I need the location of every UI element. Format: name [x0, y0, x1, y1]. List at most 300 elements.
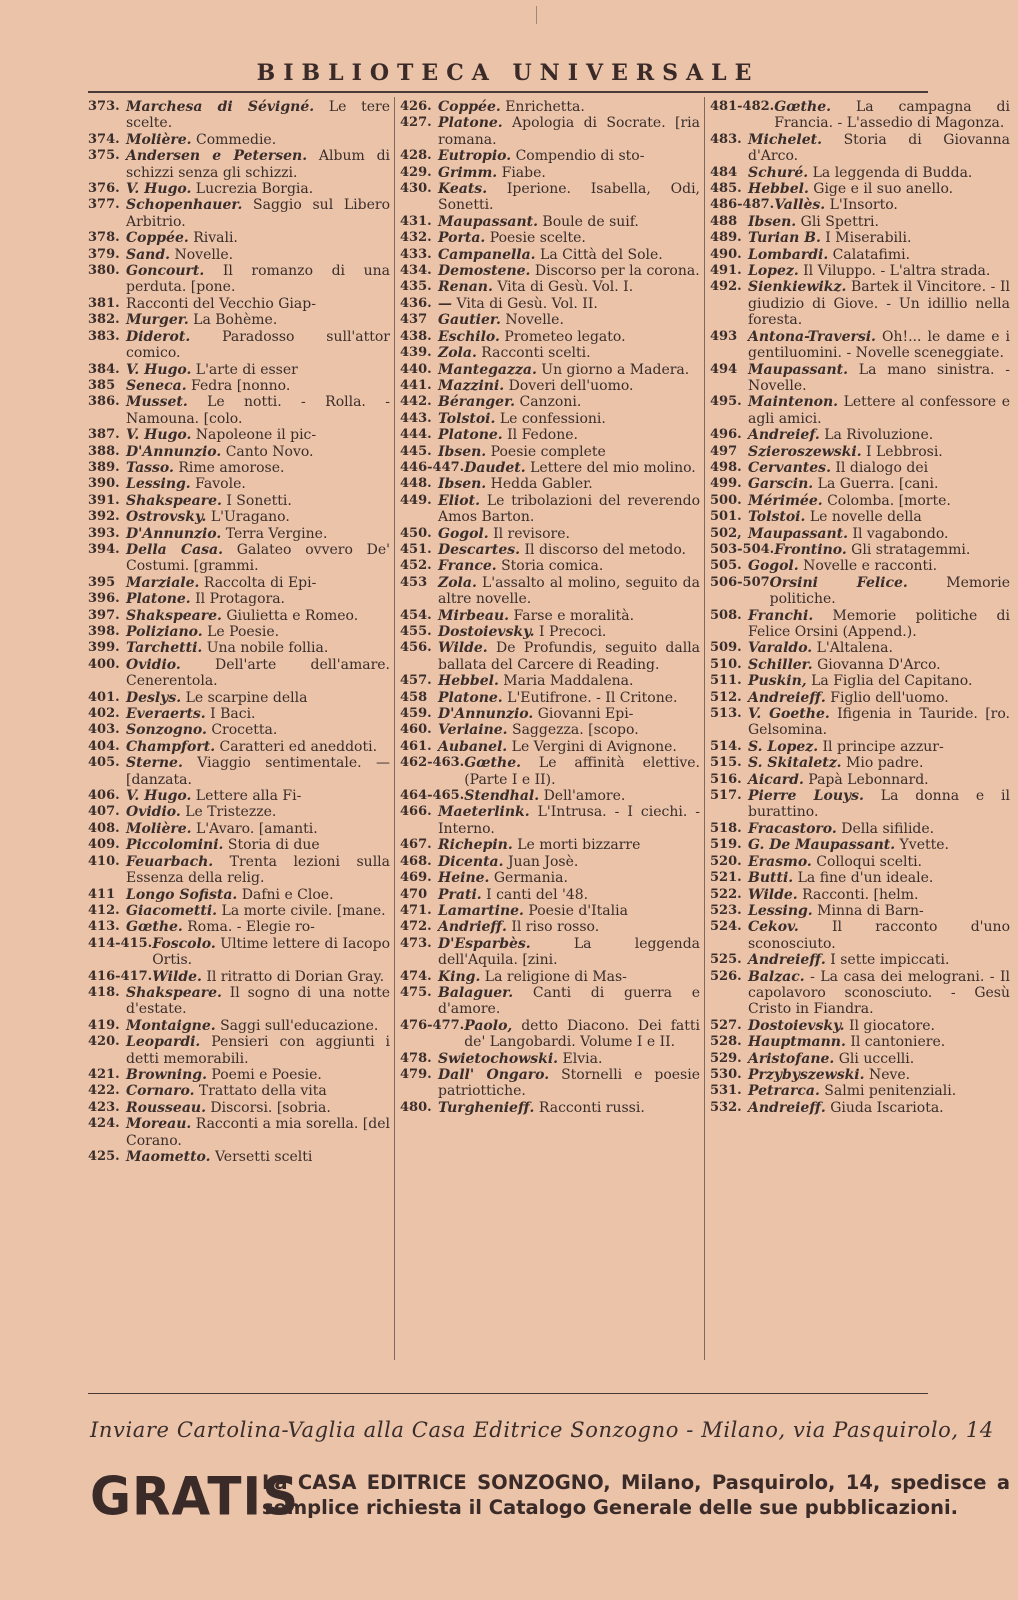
- entry-number: 389.: [88, 459, 120, 475]
- catalog-entry: [710, 197, 1010, 213]
- entry-text: [748, 903, 1010, 919]
- entry-author: Grimm.: [438, 164, 498, 181]
- entry-text: [126, 919, 390, 935]
- entry-author: Coppée.: [438, 99, 501, 115]
- catalog-entry: [710, 952, 1010, 968]
- catalog-entry: [400, 345, 700, 361]
- entry-number: 378.: [88, 230, 120, 246]
- entry-author: Platone.: [438, 115, 503, 132]
- entry-number: 455.: [400, 624, 432, 639]
- entry-author: Andrieff.: [438, 919, 507, 936]
- catalog-entry: [400, 263, 700, 279]
- entry-title: Racconti del Vecchio Giap-: [126, 295, 316, 312]
- entry-author: Lessing.: [748, 902, 813, 919]
- entry-author: Butti.: [748, 870, 794, 887]
- entry-title: L'Intrusa. - I ciechi. - Interno.: [438, 804, 700, 837]
- entry-number: 411: [88, 886, 116, 902]
- catalog-entry: [88, 837, 390, 853]
- catalog-entry: [88, 476, 390, 492]
- catalog-entry: [88, 1116, 390, 1149]
- entry-number: 373.: [88, 99, 120, 114]
- entry-text: [438, 247, 700, 263]
- catalog-entry: [88, 969, 390, 985]
- entry-text: [748, 1083, 1010, 1099]
- entry-author: Maupassant.: [748, 525, 848, 542]
- catalog-entry: [88, 362, 390, 378]
- entry-author: Maintenon.: [748, 394, 839, 411]
- entry-title: Gli stratagemmi.: [851, 541, 971, 558]
- catalog-entry: [88, 640, 390, 656]
- entry-author: Stendhal.: [464, 788, 540, 805]
- catalog-entry: [710, 329, 1010, 362]
- entry-text: [126, 591, 390, 607]
- entry-title: I sette impiccati.: [830, 952, 950, 969]
- catalog-entry: [710, 1034, 1010, 1050]
- catalog-entry: [710, 854, 1010, 870]
- catalog-entry: [710, 1067, 1010, 1083]
- entry-number: 517.: [710, 788, 742, 804]
- entry-text: [438, 230, 700, 246]
- entry-number: 430.: [400, 181, 432, 197]
- catalog-entry: [710, 837, 1010, 853]
- catalog-entry: [400, 165, 700, 181]
- entry-title: L'arte di esser: [195, 361, 298, 378]
- entry-number: 426.: [400, 99, 432, 114]
- entry-text: [774, 99, 1010, 132]
- entry-text: [126, 1100, 390, 1116]
- entry-number: 469.: [400, 870, 432, 886]
- entry-author: Foscolo.: [152, 935, 216, 952]
- entry-number: 386.: [88, 394, 120, 410]
- entry-text: [438, 969, 700, 985]
- entry-title: Le novelle della: [809, 509, 922, 526]
- catalog-entry: [400, 279, 700, 295]
- entry-author: D'Esparbès.: [438, 935, 531, 952]
- entry-number: 458: [400, 689, 428, 705]
- entry-text: [438, 722, 700, 738]
- entry-title: Lettere del mio molino.: [530, 459, 696, 476]
- entry-text: [438, 1100, 700, 1116]
- entry-text: [748, 788, 1010, 821]
- entry-title: La Bohème.: [193, 312, 278, 329]
- entry-title: Il ritratto di Dorian Gray.: [206, 968, 385, 985]
- entry-author: Dostoievsky.: [438, 624, 535, 640]
- entry-author: Ibsen.: [438, 443, 487, 460]
- entry-author: Béranger.: [438, 394, 516, 411]
- entry-text: [748, 690, 1010, 706]
- entry-number: 494: [710, 361, 738, 377]
- entry-text: [126, 378, 390, 394]
- entry-author: Ostrovsky.: [126, 509, 207, 526]
- entry-number: 470: [400, 886, 428, 902]
- entry-author: —: [438, 295, 452, 312]
- entry-number: 523.: [710, 902, 742, 918]
- entry-number: 514.: [710, 738, 742, 754]
- entry-text: [748, 444, 1010, 460]
- entry-author: Sterne.: [126, 755, 183, 772]
- entry-title: Lettere al confessore e agli amici.: [748, 394, 1010, 427]
- entry-title: Minna di Barn-: [817, 902, 924, 919]
- entry-author: Orsini Felice.: [769, 574, 908, 591]
- entry-text: [126, 854, 390, 887]
- entry-text: [152, 969, 390, 985]
- catalog-entry: [400, 640, 700, 673]
- entry-number: 516.: [710, 771, 742, 787]
- entry-number: 446-447.: [400, 459, 465, 475]
- catalog-entry: [400, 575, 700, 608]
- entry-text: [748, 640, 1010, 656]
- entry-number: 499.: [710, 476, 742, 492]
- catalog-entry: [710, 542, 1010, 558]
- entry-number: 457.: [400, 673, 432, 689]
- entry-text: [438, 362, 700, 378]
- entry-number: 466.: [400, 804, 432, 820]
- entry-number: 391.: [88, 492, 120, 508]
- entry-title: Raccolta di Epi-: [203, 574, 317, 591]
- catalog-entry: [88, 624, 390, 640]
- entry-number: 418.: [88, 984, 120, 1000]
- entry-number: 403.: [88, 722, 120, 738]
- entry-text: [748, 772, 1010, 788]
- entry-title: L'Eutifrone. - Il Critone.: [507, 689, 678, 706]
- entry-text: [748, 739, 1010, 755]
- catalog-entry: [710, 706, 1010, 739]
- entry-text: [464, 788, 700, 804]
- entry-author: Andreief.: [748, 427, 820, 444]
- entry-author: Swietochowski.: [438, 1050, 559, 1067]
- entry-author: Balaguer.: [438, 984, 514, 1001]
- entry-text: [126, 624, 390, 640]
- entry-number: 423.: [88, 1099, 120, 1115]
- catalog-entry: [400, 755, 700, 788]
- entry-author: Platone.: [126, 591, 191, 608]
- catalog-entry: [710, 1083, 1010, 1099]
- catalog-entry: [710, 755, 1010, 771]
- entry-title: Canti di guerra e d'amore.: [438, 984, 701, 1018]
- entry-title: Novelle e racconti.: [803, 558, 938, 575]
- entry-text: [126, 542, 390, 575]
- entry-title: Della sifilide.: [841, 820, 935, 837]
- entry-title: Fiabe.: [501, 164, 546, 181]
- entry-title: Saggi sull'educazione.: [220, 1017, 379, 1034]
- entry-text: [438, 279, 700, 295]
- entry-title: Giuda Iscariota.: [830, 1099, 944, 1116]
- catalog-entry: [88, 263, 390, 296]
- entry-text: [748, 394, 1010, 427]
- catalog-entry: [88, 854, 390, 887]
- entry-number: 500.: [710, 492, 742, 508]
- entry-text: [126, 148, 390, 181]
- page-title: BIBLIOTECA UNIVERSALE: [256, 60, 760, 86]
- entry-title: Doveri dell'uomo.: [508, 377, 634, 394]
- entry-author: Poliziano.: [126, 624, 203, 640]
- entry-title: Storia di Giovanna d'Arco.: [748, 131, 1010, 165]
- catalog-entry: [400, 624, 700, 640]
- entry-number: 531.: [710, 1083, 742, 1099]
- entry-text: [126, 230, 390, 246]
- catalog-entry: [88, 132, 390, 148]
- entry-author: V. Hugo.: [126, 788, 192, 805]
- entry-number: 414-415.: [88, 935, 153, 951]
- entry-author: Verlaine.: [438, 722, 508, 739]
- catalog-entry: [88, 181, 390, 197]
- entry-title: Favole.: [195, 476, 246, 493]
- entry-author: Della Casa.: [126, 541, 223, 558]
- entry-title: Stornelli e poesie patriottiche.: [438, 1066, 700, 1100]
- entry-number: 388.: [88, 443, 120, 459]
- entry-title: Rivali.: [193, 230, 238, 247]
- gratis-notice: La CASA EDITRICE SONZOGNO, Milano, Pasquirolo, 14, spedisce a semplice richiesta il Catalogo Generale delle sue pubblicazioni.: [262, 1471, 1010, 1519]
- entry-text: [126, 197, 390, 230]
- catalog-entry: [710, 132, 1010, 165]
- entry-text: [126, 99, 390, 132]
- entry-title: Gli uccelli.: [838, 1050, 915, 1067]
- entry-author: Gœthe.: [464, 755, 521, 772]
- catalog-entry: [400, 329, 700, 345]
- entry-title: Memorie politiche di Felice Orsini (Append.).: [748, 607, 1010, 640]
- entry-author: Schopenhauer.: [126, 197, 243, 214]
- catalog-entry: [710, 870, 1010, 886]
- entry-number: 407.: [88, 804, 120, 820]
- entry-number: 524.: [710, 919, 742, 935]
- entry-author: Ovidio.: [126, 804, 181, 821]
- entry-text: [438, 476, 700, 492]
- entry-title: Vita di Gesù. Vol. I.: [497, 279, 634, 296]
- entry-title: Il discorso del metodo.: [524, 541, 686, 558]
- catalog-entry: [400, 312, 700, 328]
- entry-number: 467.: [400, 837, 432, 853]
- entry-number: 399.: [88, 640, 120, 656]
- entry-author: Browning.: [126, 1066, 207, 1083]
- entry-text: [774, 197, 1010, 213]
- catalog-entry: [400, 362, 700, 378]
- entry-author: Shakspeare.: [126, 607, 222, 624]
- entry-title: Le tere scelte.: [126, 99, 391, 132]
- entry-number: 483.: [710, 131, 742, 147]
- entry-number: 498.: [710, 459, 742, 475]
- entry-author: Gogol.: [748, 558, 799, 575]
- entry-author: Marziale.: [126, 574, 200, 591]
- entry-text: [438, 575, 700, 608]
- catalog-entry: [710, 476, 1010, 492]
- catalog-entry: [88, 788, 390, 804]
- entry-title: Racconti scelti.: [481, 345, 591, 362]
- catalog-entry: [88, 197, 390, 230]
- entry-title: Trenta lezioni sulla Essenza della relig.: [126, 853, 390, 887]
- catalog-entry: [88, 919, 390, 935]
- entry-author: Antona-Traversi.: [748, 328, 876, 345]
- entry-text: [126, 444, 390, 460]
- catalog-entry: [88, 526, 390, 542]
- entry-author: Paolo,: [464, 1017, 513, 1034]
- entry-author: Platone.: [438, 427, 503, 444]
- entry-author: Lamartine.: [438, 902, 524, 919]
- entry-number: 443.: [400, 410, 432, 426]
- entry-author: King.: [438, 968, 481, 985]
- catalog-entry: [88, 575, 390, 591]
- entry-title: Farse e moralità.: [513, 607, 635, 624]
- entry-author: Tolstoi.: [438, 410, 496, 427]
- entry-number: 436.: [400, 295, 432, 311]
- entry-author: Hauptmann.: [748, 1034, 846, 1051]
- entry-author: Wilde.: [748, 886, 798, 903]
- entry-text: [770, 575, 1010, 608]
- entry-title: Rime amorose.: [178, 459, 285, 476]
- entry-title: Enrichetta.: [505, 99, 585, 115]
- entry-number: 456.: [400, 640, 432, 656]
- catalog-entry: [88, 378, 390, 394]
- entry-number: 442.: [400, 394, 432, 410]
- entry-text: [748, 673, 1010, 689]
- entry-number: 440.: [400, 361, 432, 377]
- entry-number: 384.: [88, 361, 120, 377]
- entry-text: [126, 804, 390, 820]
- entry-text: [438, 985, 700, 1018]
- entry-number: 397.: [88, 607, 120, 623]
- entry-text: [126, 181, 390, 197]
- catalog-entry: [710, 493, 1010, 509]
- entry-number: 509.: [710, 640, 742, 656]
- entry-title: La religione di Mas-: [484, 968, 627, 985]
- catalog-entry: [88, 591, 390, 607]
- entry-number: 382.: [88, 312, 120, 328]
- entry-text: [438, 640, 700, 673]
- entry-text: [748, 132, 1010, 165]
- entry-text: [438, 526, 700, 542]
- catalog-entry: [88, 657, 390, 690]
- entry-author: Puskin,: [748, 673, 807, 690]
- catalog-entry: [710, 214, 1010, 230]
- entry-title: Il revisore.: [493, 525, 570, 542]
- entry-author: Cervantes.: [748, 459, 831, 476]
- entry-author: Molière.: [126, 131, 192, 148]
- entry-text: [126, 1034, 390, 1067]
- entry-title: Gige e il suo anello.: [813, 181, 954, 198]
- entry-text: [438, 181, 700, 214]
- entry-text: [438, 936, 700, 969]
- entry-number: 375.: [88, 148, 120, 164]
- entry-text: [748, 493, 1010, 509]
- gratis-heading: GRATIS: [90, 1466, 300, 1527]
- catalog-entry: [88, 99, 390, 132]
- catalog-entry: [710, 1018, 1010, 1034]
- entry-text: [126, 821, 390, 837]
- entry-author: Franchi.: [748, 607, 814, 624]
- entry-text: [126, 247, 390, 263]
- entry-title: Il Fedone.: [507, 427, 578, 444]
- entry-title: Il cantoniere.: [850, 1034, 946, 1051]
- entry-title: Vita di Gesù. Vol. II.: [456, 295, 598, 312]
- catalog-entry: [400, 493, 700, 526]
- entry-text: [438, 837, 700, 853]
- catalog-entry: [710, 739, 1010, 755]
- entry-number: 502,: [710, 525, 742, 541]
- entry-text: [438, 706, 700, 722]
- entry-author: Aristofane.: [748, 1050, 835, 1067]
- entry-text: [438, 378, 700, 394]
- footer-rule: [88, 1393, 928, 1394]
- catalog-entry: [710, 673, 1010, 689]
- entry-title: Caratteri ed aneddoti.: [219, 738, 378, 755]
- catalog-entry: [710, 165, 1010, 181]
- entry-title: Versetti scelti: [214, 1149, 313, 1165]
- entry-number: 429.: [400, 164, 432, 180]
- catalog-entry: [400, 115, 700, 148]
- entry-author: Shakspeare.: [126, 984, 222, 1001]
- catalog-entry: [88, 903, 390, 919]
- entry-number: 454.: [400, 607, 432, 623]
- entry-text: [748, 1100, 1010, 1116]
- entry-title: Le Poesie.: [207, 624, 280, 640]
- entry-title: Discorso per la corona.: [534, 263, 700, 280]
- entry-number: 521.: [710, 870, 742, 886]
- entry-author: Rousseau.: [126, 1099, 206, 1116]
- catalog-entry: [400, 411, 700, 427]
- entry-title: - La casa dei melograni. - Il capolavoro sconosciuto. - Gesù Cristo in Fiandra.: [748, 968, 1010, 1018]
- entry-text: [126, 640, 390, 656]
- entry-text: [438, 394, 700, 410]
- entry-author: Eliot.: [438, 492, 480, 509]
- catalog-entry: [710, 640, 1010, 656]
- catalog-entry: [400, 378, 700, 394]
- entry-text: [464, 755, 700, 788]
- entry-author: Champfort.: [126, 738, 216, 755]
- catalog-entry: [400, 214, 700, 230]
- entry-text: [126, 1149, 390, 1165]
- entry-title: Il vagabondo.: [852, 525, 949, 542]
- catalog-entry: [710, 1051, 1010, 1067]
- catalog-entry: [88, 985, 390, 1018]
- entry-text: [126, 722, 390, 738]
- entry-number: 451.: [400, 541, 432, 557]
- entry-title: Racconti russi.: [538, 1099, 645, 1116]
- entry-text: [126, 837, 390, 853]
- entry-author: Heine.: [438, 870, 490, 887]
- entry-title: Germania.: [493, 870, 568, 887]
- entry-title: Storia di due: [227, 837, 320, 854]
- entry-author: Cornaro.: [126, 1083, 195, 1100]
- entry-text: [126, 362, 390, 378]
- entry-title: Le Vergini di Avignone.: [511, 738, 677, 755]
- entry-text: [464, 460, 700, 476]
- entry-author: S. Lopez.: [748, 738, 819, 755]
- entry-number: 412.: [88, 902, 120, 918]
- column-divider: [394, 97, 395, 1360]
- catalog-entry: [400, 936, 700, 969]
- entry-number: 387.: [88, 427, 120, 443]
- entry-author: Hebbel.: [748, 181, 809, 198]
- entry-number: 478.: [400, 1050, 432, 1066]
- entry-title: Iperione. Isabella, Odi, Sonetti.: [438, 181, 700, 214]
- entry-text: [126, 476, 390, 492]
- catalog-entry: [710, 427, 1010, 443]
- entry-number: 485.: [710, 181, 742, 197]
- catalog-entry: [710, 969, 1010, 1018]
- entry-title: Boule de suif.: [542, 213, 639, 230]
- entry-title: La mano sinistra. - Novelle.: [748, 361, 1011, 394]
- entry-number: 481-482.: [710, 99, 775, 114]
- catalog-entry: [88, 493, 390, 509]
- catalog-entry: [88, 722, 390, 738]
- entry-author: Mérimée.: [748, 492, 823, 509]
- entry-text: [748, 279, 1010, 328]
- entry-author: V. Hugo.: [126, 427, 192, 444]
- entry-title: Le notti. - Rolla. - Namouna. [colo.: [126, 394, 390, 427]
- entry-title: Paradosso sull'attor comico.: [126, 328, 390, 362]
- entry-title: Trattato della vita: [198, 1083, 327, 1100]
- catalog-entry: [88, 755, 390, 788]
- entry-number: 419.: [88, 1017, 120, 1033]
